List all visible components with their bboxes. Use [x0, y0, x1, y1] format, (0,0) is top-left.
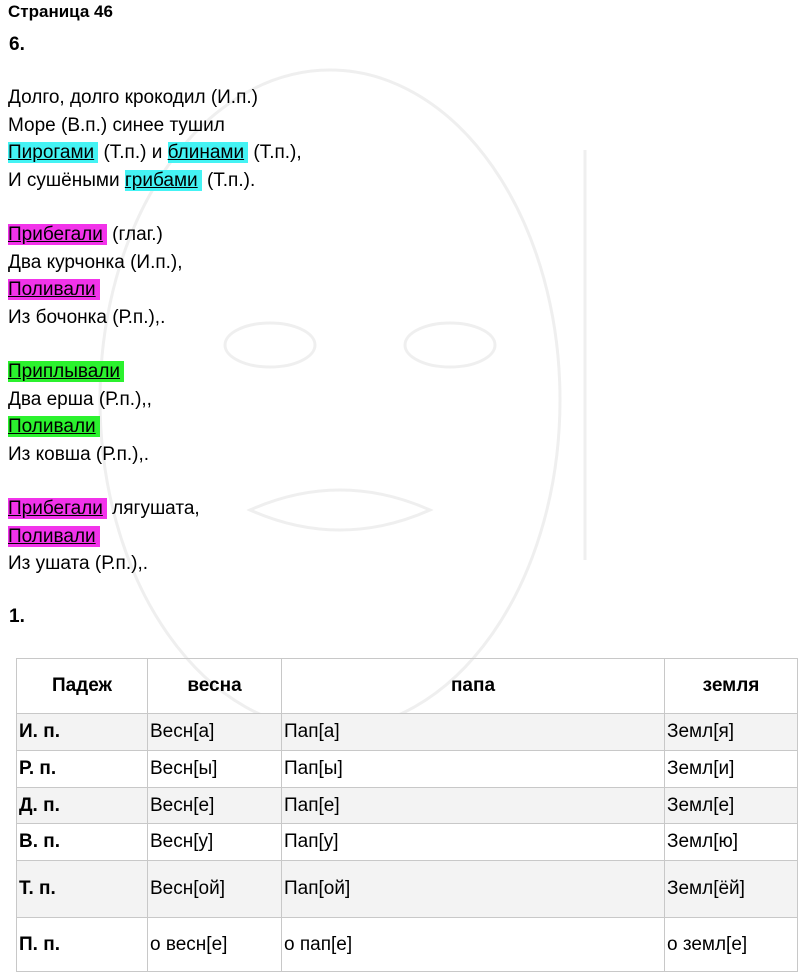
table-row [17, 751, 798, 788]
form-cell: Земл[и] [665, 751, 798, 788]
form-cell: Весн[е] [148, 788, 282, 824]
table-row [17, 714, 798, 751]
poem-line [8, 413, 302, 441]
page-title: Страница 46 [8, 2, 113, 21]
table-row [17, 788, 798, 824]
poem-line [8, 221, 302, 249]
form-cell: Пап[ой] [282, 861, 665, 918]
highlighted-word: Прибегали [8, 224, 107, 245]
section-6-number: 6. [9, 34, 25, 55]
table-header-row [17, 659, 798, 714]
form-cell: Весн[ой] [148, 861, 282, 918]
highlighted-word: Пирогами [8, 142, 98, 163]
poem-line [8, 139, 302, 167]
form-cell: Земл[ю] [665, 824, 798, 861]
highlighted-word: грибами [125, 170, 202, 191]
table-row [17, 824, 798, 861]
table-row [17, 918, 798, 972]
form-cell: Земл[я] [665, 714, 798, 751]
poem-line [8, 276, 302, 304]
form-cell: Земл[ёй] [665, 861, 798, 918]
line-text: И сушёными [8, 169, 125, 191]
form-cell: Пап[ы] [282, 751, 665, 788]
highlighted-word: Поливали [8, 279, 100, 300]
form-cell: Весн[у] [148, 824, 282, 861]
column-header: папа [282, 659, 665, 714]
poem-line: Из бочонка (Р.п.),. [8, 306, 166, 328]
poem-line: Из ковша (Р.п.),. [8, 443, 150, 465]
poem-line [8, 358, 302, 386]
line-text: (Т.п.). [201, 169, 256, 191]
highlighted-word: Поливали [8, 526, 100, 547]
poem-line [8, 167, 302, 195]
section-1-number: 1. [9, 606, 25, 627]
case-cell: Р. п. [17, 751, 148, 788]
column-header: весна [148, 659, 282, 714]
column-header: Падеж [17, 659, 148, 714]
poem-line [8, 523, 302, 551]
form-cell: Весн[а] [148, 714, 282, 751]
case-cell: Д. п. [17, 788, 148, 824]
highlighted-word: блинами [168, 142, 248, 163]
poem-line: Море (В.п.) синее тушил [8, 114, 225, 136]
declension-table [16, 658, 798, 972]
highlighted-word: Приплывали [8, 361, 124, 382]
highlighted-word: Прибегали [8, 498, 107, 519]
case-cell: Т. п. [17, 861, 148, 918]
column-header: земля [665, 659, 798, 714]
form-cell: Пап[у] [282, 824, 665, 861]
case-cell: В. п. [17, 824, 148, 861]
line-text: лягушата, [106, 498, 200, 519]
poem-line: Из ушата (Р.п.),. [8, 553, 149, 574]
poem-stanza [8, 495, 302, 578]
highlighted-word: Поливали [8, 416, 100, 437]
form-cell: Земл[е] [665, 788, 798, 824]
form-cell: Пап[а] [282, 714, 665, 751]
poem-line: Два курчонка (И.п.), [8, 251, 183, 273]
form-cell: Весн[ы] [148, 751, 282, 788]
poem-stanza [8, 84, 302, 194]
line-text: (Т.п.) и [98, 142, 168, 163]
poem-line: Долго, долго крокодил (И.п.) [8, 87, 258, 108]
poem-line [8, 495, 302, 523]
form-cell: о пап[е] [282, 918, 665, 972]
form-cell: о земл[е] [665, 918, 798, 972]
poem-stanza [8, 221, 302, 331]
table-row [17, 861, 798, 918]
line-text: (Т.п.), [248, 142, 302, 163]
poem-text [8, 84, 302, 605]
line-text: (глаг.) [106, 224, 163, 245]
poem-stanza [8, 358, 302, 468]
form-cell: Пап[е] [282, 788, 665, 824]
form-cell: о весн[е] [148, 918, 282, 972]
case-cell: П. п. [17, 918, 148, 972]
case-cell: И. п. [17, 714, 148, 751]
poem-line: Два ерша (Р.п.),, [8, 388, 152, 410]
